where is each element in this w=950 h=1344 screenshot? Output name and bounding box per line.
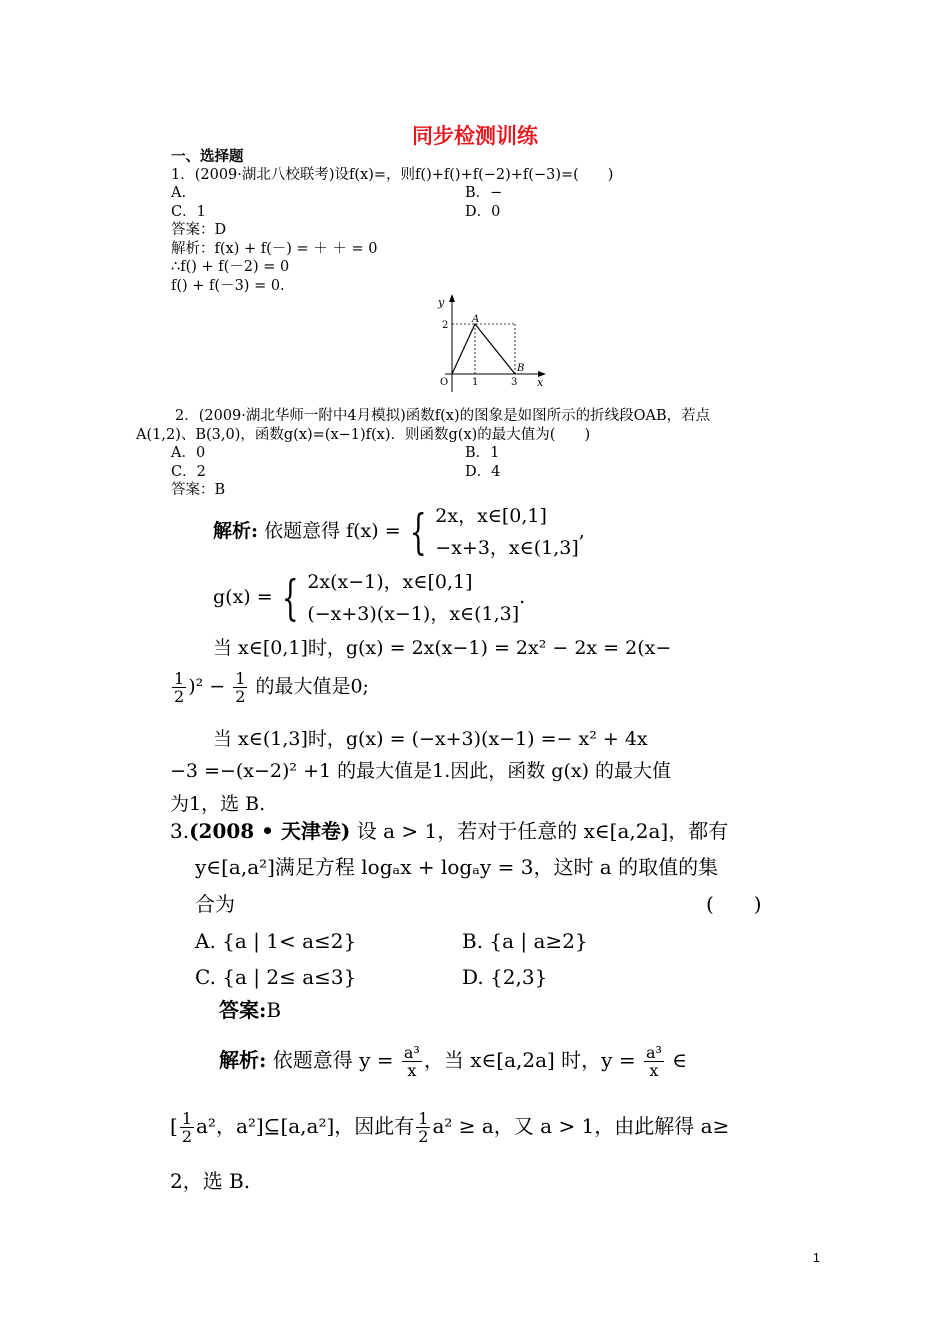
point-b-label: B (517, 363, 525, 374)
q2-stem-line2: A(1,2)、B(3,0)，函数g(x)=(x−1)f(x)．则函数g(x)的最大值为( ) (136, 427, 591, 443)
f-tail: , (578, 520, 585, 542)
g-case-2: (−x+3)(x−1)，x∈(1,3] (307, 603, 520, 625)
q2-option-b: B．1 (465, 445, 500, 461)
q1-answer: 答案：D (171, 222, 227, 238)
polyline-oab (452, 324, 515, 374)
function-graph (425, 292, 555, 398)
q3-option-c: C. {a | 2≤ a≤3} (195, 965, 357, 989)
fraction: $\frac{1}{2}$ (235, 669, 246, 706)
g-case-1: 2x(x−1)，x∈[0,1] (307, 571, 473, 593)
y-axis-label: y (438, 296, 445, 309)
q3-stem-line2: y∈[a,a²]满足方程 logₐx + logₐy = 3，这时 a 的取值的集 (195, 855, 719, 879)
q1-option-a: A. (171, 185, 187, 201)
f-cases (435, 500, 578, 564)
f-case-2: −x+3，x∈(1,3] (435, 537, 579, 559)
section-heading: 一、选择题 (171, 148, 244, 165)
x-axis-label: x (537, 376, 544, 389)
q3-answer-paren: ( ) (706, 892, 762, 916)
q2-solution-label: 解析: (213, 520, 259, 542)
q2-answer: 答案：B (171, 482, 226, 498)
origin-label: O (440, 377, 449, 388)
f-case-1: 2x，x∈[0,1] (435, 505, 547, 527)
point-a-label: A (472, 314, 480, 325)
q3-solution-label: 解析: (219, 1048, 267, 1072)
q2-solution-line5: 当 x∈(1,3]时，g(x) = (−x+3)(x−1) =− x² + 4x (213, 728, 648, 750)
g-lhs: g(x) = (213, 586, 273, 608)
q1-option-c: C．1 (171, 204, 206, 220)
q1-stem: 1．(2009·湖北八校联考)设f(x)=，则f()+f()+f(−2)+f(−3)=( ) (171, 167, 614, 183)
q2-solution-f (213, 500, 585, 564)
q3-option-b: B. {a | a≥2} (462, 929, 588, 953)
q2-option-d: D．4 (465, 464, 501, 480)
fraction: $\frac{\text{a³}}{x}$ (645, 1043, 662, 1080)
tick-y-2: 2 (442, 320, 449, 331)
q1-option-b: B．− (465, 185, 503, 201)
fraction: $\frac{1}{2}$ (174, 669, 185, 706)
q3-answer-label: 答案: (219, 998, 267, 1022)
q3-option-a: A. {a | 1< a≤2} (195, 929, 357, 953)
q3-source: (2008 • 天津卷) (189, 819, 351, 843)
q3-solution-line1: 解析: 依题意得 y = $\frac{\text{a³}}{x}$ ，当 x∈[a,2a] 时，y = $\frac{\text{a³}}{x}$ ∈ (219, 1043, 688, 1080)
q2-solution-g (213, 566, 525, 630)
q3-stem-line1: 3.(2008 • 天津卷) 设 a > 1，若对于任意的 x∈[a,2a]，都有 (170, 819, 729, 843)
q3-stem-line3: 合为 (195, 892, 235, 916)
tick-x-3: 3 (511, 377, 518, 388)
left-brace: { (281, 570, 299, 626)
q1-solution-3: f() + f(－3) = 0. (171, 278, 285, 294)
g-cases (307, 566, 519, 630)
q1-solution-1: 解析：f(x) + f(－) = ＋ ＋ = 0 (171, 241, 378, 257)
q2-solution-line6: −3 =−(x−2)² +1 的最大值是1.因此，函数 g(x) 的最大值 (170, 760, 672, 782)
left-brace: { (409, 504, 427, 560)
q2-solution-intro: 依题意得 f(x) = (264, 520, 401, 542)
q2-solution-line7: 为1，选 B. (170, 793, 266, 815)
q1-solution-2: ∴f() + f(－2) = 0 (171, 259, 290, 275)
q2-stem-line1: 2．(2009·湖北华师一附中4月模拟)函数f(x)的图象是如图所示的折线段OAB，若点 (175, 408, 711, 424)
fraction: $\frac{\text{a³}}{x}$ (403, 1043, 420, 1080)
fraction: $\frac{1}{2}$ (181, 1109, 192, 1146)
fraction: $\frac{1}{2}$ (418, 1109, 429, 1146)
q3-option-d: D. {2,3} (462, 965, 548, 989)
q3-solution-line2: [ $\frac{1}{2}$ a²，a²]⊆[a,a²]，因此有 $\frac{1}{2}$ a² ≥ a，又 a > 1，由此解得 a≥ (170, 1109, 730, 1146)
q3-solution-line3: 2，选 B. (170, 1169, 251, 1193)
q3-answer-value: B (266, 998, 282, 1022)
q2-solution-line3: 当 x∈[0,1]时，g(x) = 2x(x−1) = 2x² − 2x = 2(x− (213, 637, 672, 659)
g-tail: . (519, 586, 526, 608)
tick-x-1: 1 (472, 377, 479, 388)
q2-option-c: C．2 (171, 464, 206, 480)
q2-option-a: A．0 (171, 445, 206, 461)
q3-answer (219, 997, 281, 1023)
page-title: 同步检测训练 (412, 123, 538, 148)
q2-solution-line4: $\frac{1}{2}$ )² − $\frac{1}{2}$ 的最大值是0; (174, 669, 369, 706)
page-number: 1 (812, 1250, 820, 1265)
q1-option-d: D．0 (465, 204, 501, 220)
